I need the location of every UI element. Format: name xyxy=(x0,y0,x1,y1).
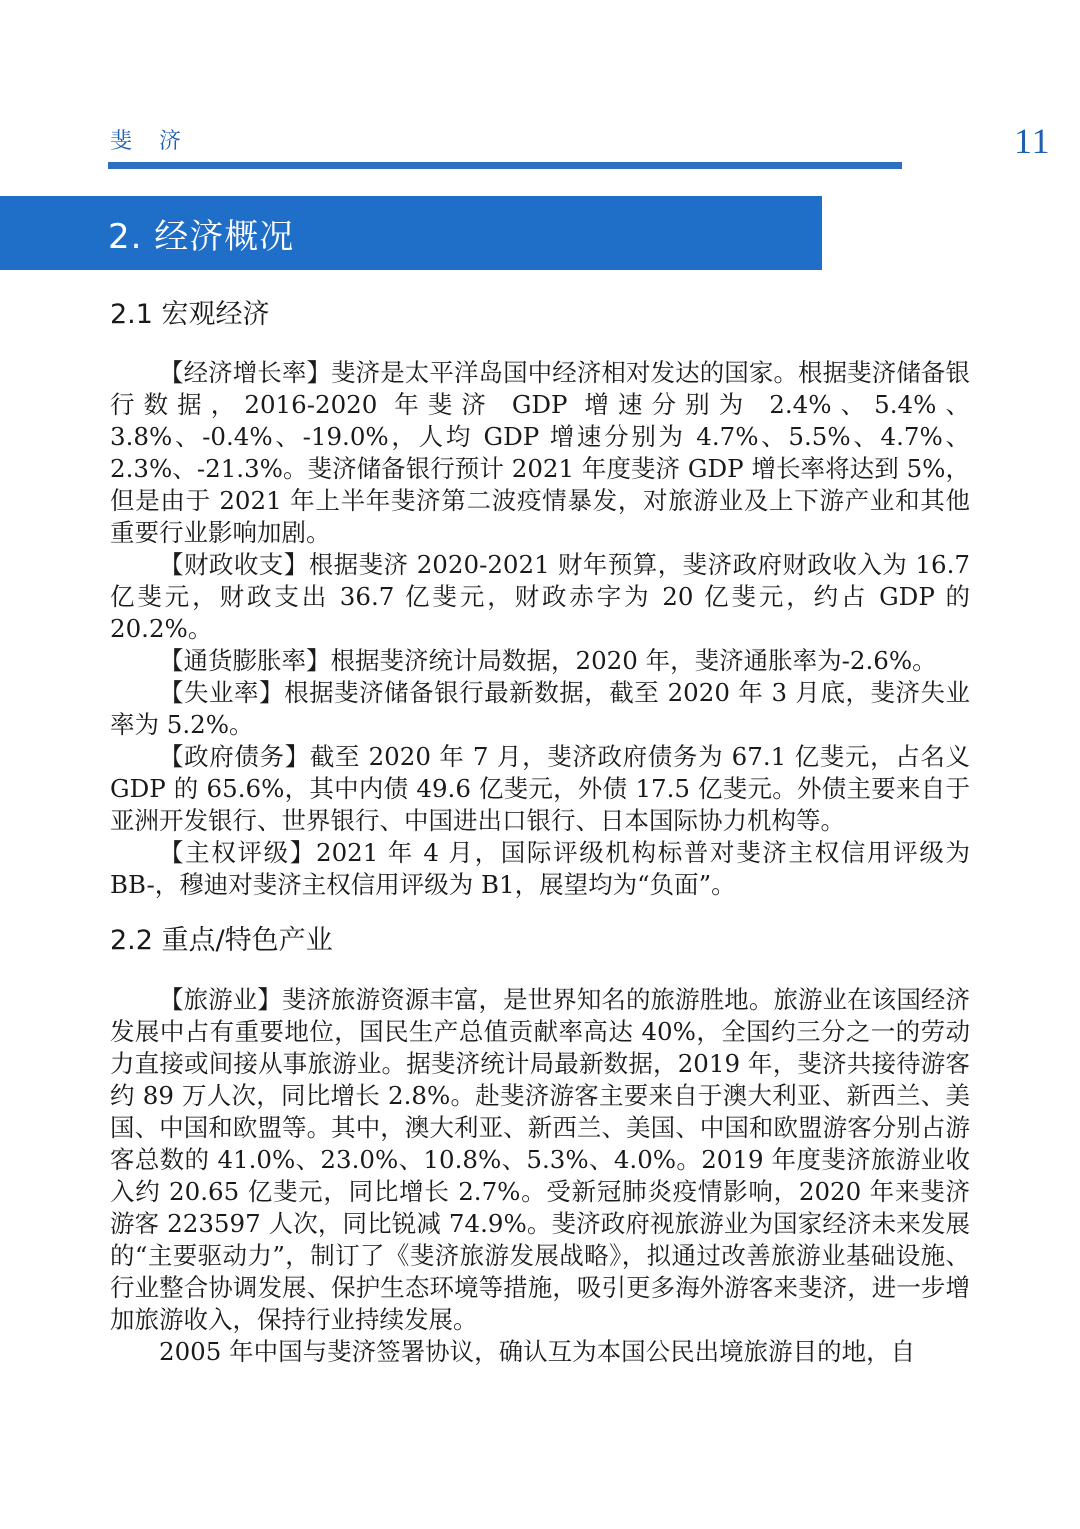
term-label: 【经济增长率】 xyxy=(159,358,332,387)
section-body-industries xyxy=(110,984,970,1368)
paragraph-text: 2021 年 4 月，国际评级机构标普对斐济主权信用评级为 BB-，穆迪对斐济主权信用评级为 B1，展望均为“负面”。 xyxy=(110,838,971,899)
term-label: 【旅游业】 xyxy=(159,985,282,1014)
paragraph-text: 斐济旅游资源丰富，是世界知名的旅游胜地。旅游业在该国经济发展中占有重要地位，国民生产总值贡献率高达 40%，全国约三分之一的劳动力直接或间接从事旅游业。据斐济统计局最新数据，2019 年，斐济共接待游客约 89 万人次，同比增长 2.8%。赴斐济游客主要来自于澳大利亚、新西兰、美国、中国和欧盟等。其中，澳大利亚、新西兰、美国、中国和欧盟游客分别占游客总数的 41.0%、23.0%、10.8%、5.3%、4.0%。2019 年度斐济旅游业收入约 20.65 亿斐元，同比增长 2.7%。受新冠肺炎疫情影响，2020 年来斐济游客 223597 人次，同比锐减 74.9%。斐济政府视旅游业为国家经济未来发展的“主要驱动力”，制订了《斐济旅游发展战略》，拟通过改善旅游业基础设施、行业整合协调发展、保护生态环境等措施，吸引更多海外游客来斐济，进一步增加旅游收入，保持行业持续发展。 xyxy=(110,985,970,1334)
chapter-banner xyxy=(0,196,822,270)
paragraph-text: 根据斐济 2020-2021 财年预算，斐济政府财政收入为 16.7 亿斐元，财政支出 36.7 亿斐元，财政赤字为 20 亿斐元，约占 GDP 的 20.2%。 xyxy=(110,550,970,643)
paragraph-china-fiji-agreement xyxy=(110,1336,970,1368)
paragraph-government-debt xyxy=(110,741,970,837)
paragraph-text: 截至 2020 年 7 月，斐济政府债务为 67.1 亿斐元，占名义 GDP 的 65.6%，其中内债 49.6 亿斐元，外债 17.5 亿斐元。外债主要来自于亚洲开发银行、世界银行、中国进出口银行、日本国际协力机构等。 xyxy=(110,742,970,835)
section-heading-industries: 2.2 重点/特色产业 xyxy=(110,925,333,956)
paragraph-text: 根据斐济储备银行最新数据，截至 2020 年 3 月底，斐济失业率为 5.2%。 xyxy=(110,678,971,739)
term-label: 【主权评级】 xyxy=(159,838,316,867)
paragraph-fiscal xyxy=(110,549,970,645)
paragraph-text: 2005 年中国与斐济签署协议，确认互为本国公民出境旅游目的地，自 xyxy=(159,1337,916,1366)
page-number: 11 xyxy=(1014,121,1051,161)
paragraph-text: 斐济是太平洋岛国中经济相对发达的国家。根据斐济储备银行数据，2016-2020 年斐济 GDP 增速分别为 2.4%、5.4%、3.8%、-0.4%、-19.0%，人均 GDP 增速分别为 4.7%、5.5%、4.7%、2.3%、-21.3%。斐济储备银行预计 2021 年度斐济 GDP 增长率将达到 5%，但是由于 2021 年上半年斐济第二波疫情暴发，对旅游业及上下游产业和其他重要行业影响加剧。 xyxy=(110,358,970,547)
paragraph-unemployment xyxy=(110,677,970,741)
term-label: 【财政收支】 xyxy=(159,550,309,579)
term-label: 【失业率】 xyxy=(159,678,285,707)
term-label: 【政府债务】 xyxy=(159,742,310,771)
paragraph-growth-rate xyxy=(110,357,970,549)
chapter-title: 2. 经济概况 xyxy=(108,216,295,257)
running-title: 斐 济 xyxy=(110,129,191,154)
header-rule xyxy=(108,162,902,169)
section-body-macro xyxy=(110,357,970,901)
term-label: 【通货膨胀率】 xyxy=(159,646,331,675)
paragraph-sovereign-rating xyxy=(110,837,970,901)
paragraph-text: 根据斐济统计局数据，2020 年，斐济通胀率为-2.6%。 xyxy=(330,646,937,675)
paragraph-inflation xyxy=(110,645,970,677)
paragraph-tourism xyxy=(110,984,970,1336)
section-heading-macro: 2.1 宏观经济 xyxy=(110,299,270,330)
